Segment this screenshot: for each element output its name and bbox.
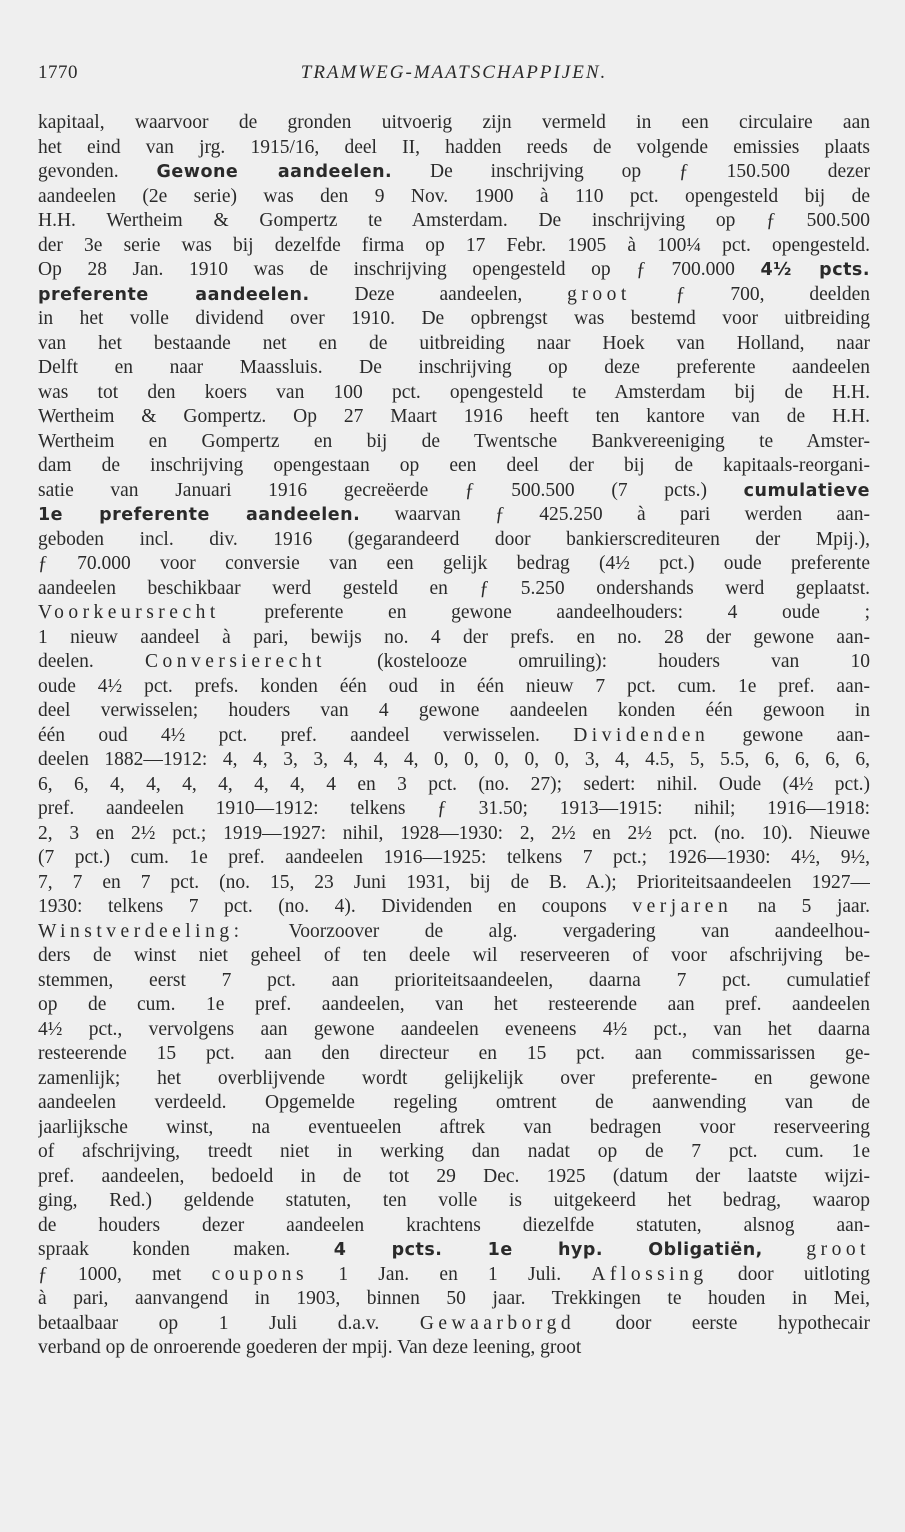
line-text: of afschrijving, treedt niet in werking dan nadat op de 7 pct. cum. 1e	[38, 1141, 870, 1162]
spaced-term-text: Aflossing	[591, 1263, 708, 1285]
line-text: (kostelooze omruiling): houders van 10	[325, 651, 870, 672]
text-line	[38, 675, 870, 700]
text-line	[38, 920, 870, 945]
text-line	[38, 136, 870, 161]
line-text: in het volle dividend over 1910. De opbrengst was bestemd voor uitbreiding	[38, 308, 870, 329]
spaced-term-text: groot	[567, 283, 631, 305]
text-line	[38, 797, 870, 822]
text-line	[38, 1140, 870, 1165]
line-text: der 3e serie was bij dezelfde firma op 17 Febr. 1905 à 100¼ pct. opengesteld.	[38, 234, 870, 256]
text-line	[38, 234, 870, 259]
text-line	[38, 552, 870, 577]
text-line	[38, 1189, 870, 1214]
line-text: was tot den koers van 100 pct. opengesteld te Amsterdam bij de H.H.	[38, 381, 870, 403]
text-line	[38, 1312, 870, 1337]
line-text: ƒ 700, deelden	[630, 283, 870, 305]
spaced-term-text: Winstverdeeling:	[38, 920, 244, 942]
line-text: dam de inschrijving opengestaan op een deel der bij de kapitaals-reorgani-	[38, 455, 870, 476]
text-line	[38, 503, 870, 528]
line-text	[763, 1239, 807, 1260]
line-text: kapitaal, waarvoor de gronden uitvoerig zijn vermeld in een circulaire aan	[38, 112, 870, 133]
line-text: H.H. Wertheim & Gompertz te Amsterdam. De inschrijving op ƒ 500.500	[38, 210, 870, 231]
text-line	[38, 479, 870, 504]
text-line	[38, 846, 870, 871]
text-line	[38, 430, 870, 455]
line-text: deelen 1882—1912: 4, 4, 3, 3, 4, 4, 4, 0, 0, 0, 0, 0, 3, 4, 4.5, 5, 5.5, 6, 6, 6, 6,	[38, 749, 870, 770]
line-text: geboden incl. div. 1916 (gegarandeerd door bankierscrediteuren der Mpij.),	[38, 528, 870, 550]
line-text: zamenlijk; het overblijvende wordt gelijkelijk over preferente- en gewone	[38, 1067, 870, 1089]
line-text: het eind van jrg. 1915/16, deel II, hadden reeds de volgende emissies plaats	[38, 136, 870, 158]
text-line	[38, 283, 870, 308]
line-text: De inschrijving op ƒ 150.500 dezer	[392, 161, 870, 182]
text-line	[38, 699, 870, 724]
text-line	[38, 626, 870, 651]
text-line	[38, 332, 870, 357]
bold-heading-text: preferente aandeelen.	[38, 284, 310, 305]
bold-heading-text: 1e preferente aandeelen.	[38, 505, 361, 525]
text-line	[38, 1067, 870, 1092]
line-text: pref. aandeelen, bedoeld in de tot 29 Dec. 1925 (datum der laatste wijzi-	[38, 1165, 870, 1187]
line-text: 1 nieuw aandeel à pari, bewijs no. 4 der prefs. en no. 28 der gewone aan-	[38, 626, 870, 648]
line-text: resteerende 15 pct. aan den directeur en 15 pct. aan commissarissen ge-	[38, 1043, 870, 1064]
spaced-term-text: Dividenden	[573, 724, 710, 746]
line-text: deel verwisselen; houders van 4 gewone aandeelen konden één gewoon in	[38, 700, 870, 721]
line-text: Op 28 Jan. 1910 was de inschrijving opengesteld op ƒ 700.000	[38, 259, 761, 280]
line-text: één oud 4½ pct. pref. aandeel verwisselen.	[38, 724, 574, 746]
text-line	[38, 748, 870, 773]
text-line	[38, 650, 870, 675]
text-line	[38, 405, 870, 430]
line-text: 4½ pct., vervolgens aan gewone aandeelen eveneens 4½ pct., van het daarna	[38, 1018, 870, 1040]
text-line	[38, 601, 870, 626]
text-line	[38, 969, 870, 994]
text-line	[38, 577, 870, 602]
text-line	[38, 111, 870, 136]
line-text: (7 pct.) cum. 1e pref. aandeelen 1916—1925: telkens 7 pct.; 1926—1930: 4½, 9½,	[38, 847, 870, 868]
text-line	[38, 944, 870, 969]
spaced-term-text: Gewaarborgd	[419, 1312, 576, 1334]
text-line	[38, 528, 870, 553]
text-line	[38, 1018, 870, 1043]
page-header	[38, 62, 870, 92]
line-text: ders de winst niet geheel of ten deele wil reserveeren of voor afschrijving be-	[38, 945, 870, 966]
line-text: gevonden.	[38, 161, 157, 182]
text-line	[38, 1165, 870, 1190]
bold-heading-text: Gewone aandeelen.	[156, 162, 393, 182]
spaced-term-text: Conversierecht	[144, 651, 326, 672]
text-line	[38, 1214, 870, 1239]
line-text: door uitloting	[707, 1263, 870, 1285]
line-text: 1 Jan. en 1 Juli.	[308, 1263, 592, 1285]
bold-heading-text: cumulatieve	[743, 480, 870, 501]
text-line	[38, 724, 870, 749]
text-line	[38, 454, 870, 479]
line-text: stemmen, eerst 7 pct. aan prioriteitsaandeelen, daarna 7 pct. cumulatief	[38, 969, 870, 991]
spaced-term-text: groot	[806, 1239, 870, 1260]
text-line	[38, 1042, 870, 1067]
line-text: Voorzoover de alg. vergadering van aandeelhou-	[243, 920, 870, 942]
text-line	[38, 1116, 870, 1141]
text-line	[38, 160, 870, 185]
text-line	[38, 895, 870, 920]
line-text: aandeelen (2e serie) was den 9 Nov. 1900 à 110 pct. opengesteld bij de	[38, 185, 870, 207]
line-text: satie van Januari 1916 gecreëerde ƒ 500.500 (7 pcts.)	[38, 479, 744, 501]
line-text: Delft en naar Maassluis. De inschrijving op deze preferente aandeelen	[38, 357, 870, 378]
body-text	[38, 111, 870, 1361]
line-text: deelen.	[38, 651, 145, 672]
line-text: 2, 3 en 2½ pct.; 1919—1927: nihil, 1928—1930: 2, 2½ en 2½ pct. (no. 10). Nieuwe	[38, 822, 870, 844]
line-text: pref. aandeelen 1910—1912: telkens ƒ 31.50; 1913—1915: nihil; 1916—1918:	[38, 798, 870, 819]
line-text: na 5 jaar.	[732, 896, 870, 917]
line-text: van het bestaande net en de uitbreiding naar Hoek van Holland, naar	[38, 332, 870, 354]
spaced-term-text: Voorkeursrecht	[38, 602, 220, 623]
line-text: Wertheim en Gompertz en bij de Twentsche Bankvereeniging te Amster-	[38, 430, 870, 452]
line-text: door eerste hypothecair	[575, 1312, 870, 1334]
spaced-term-text: coupons	[211, 1263, 309, 1285]
line-text: gewone aan-	[709, 724, 870, 746]
line-text: betaalbaar op 1 Juli d.a.v.	[38, 1312, 420, 1334]
text-line	[38, 1336, 870, 1361]
line-text: oude 4½ pct. prefs. konden één oud in één nieuw 7 pct. cum. 1e pref. aan-	[38, 675, 870, 697]
line-text: waarvan ƒ 425.250 à pari werden aan-	[360, 504, 870, 525]
text-line	[38, 993, 870, 1018]
line-text: spraak konden maken.	[38, 1239, 334, 1260]
text-line	[38, 307, 870, 332]
text-line	[38, 822, 870, 847]
text-line	[38, 185, 870, 210]
bold-heading-text: 4 pcts. 1e hyp. Obligatiën,	[333, 1240, 763, 1260]
text-line	[38, 381, 870, 406]
line-text: preferente en gewone aandeelhouders: 4 oude ;	[219, 602, 870, 623]
line-text: Wertheim & Gompertz. Op 27 Maart 1916 heeft ten kantore van de H.H.	[38, 406, 870, 427]
bold-heading-text: 4½ pcts.	[760, 260, 870, 280]
text-line	[38, 1238, 870, 1263]
line-text: op de cum. 1e pref. aandeelen, van het resteerende aan pref. aandeelen	[38, 994, 870, 1015]
text-line	[38, 773, 870, 798]
spaced-term-text: verjaren	[632, 896, 733, 917]
line-text: Deze aandeelen,	[309, 283, 568, 305]
text-line	[38, 871, 870, 896]
line-text: 7, 7 en 7 pct. (no. 15, 23 Juni 1931, bij de B. A.); Prioriteitsaandeelen 1927—	[38, 871, 870, 893]
line-text: ging, Red.) geldende statuten, ten volle is uitgekeerd het bedrag, waarop	[38, 1190, 870, 1211]
page-number: 1770	[38, 62, 78, 83]
running-title: TRAMWEG-MAATSCHAPPIJEN.	[300, 62, 608, 83]
line-text: aandeelen beschikbaar werd gesteld en ƒ 5.250 ondershands werd geplaatst.	[38, 577, 870, 599]
text-line	[38, 1091, 870, 1116]
text-line	[38, 1263, 870, 1288]
line-text: à pari, aanvangend in 1903, binnen 50 jaar. Trekkingen te houden in Mei,	[38, 1288, 870, 1309]
text-line	[38, 209, 870, 234]
text-line	[38, 1287, 870, 1312]
line-text: ƒ 70.000 voor conversie van een gelijk bedrag (4½ pct.) oude preferente	[38, 553, 870, 574]
line-text: jaarlijksche winst, na eventueelen aftrek van bedragen voor reserveering	[38, 1116, 870, 1138]
line-text: de houders dezer aandeelen krachtens diezelfde statuten, alsnog aan-	[38, 1214, 870, 1236]
line-text: 6, 6, 4, 4, 4, 4, 4, 4, 4 en 3 pct. (no. 27); sedert: nihil. Oude (4½ pct.)	[38, 773, 870, 795]
line-text: aandeelen verdeeld. Opgemelde regeling omtrent de aanwending van de	[38, 1092, 870, 1113]
text-line	[38, 258, 870, 283]
text-line	[38, 356, 870, 381]
line-text: verband op de onroerende goederen der mpij. Van deze leening, groot	[38, 1337, 582, 1358]
line-text: ƒ 1000, met	[38, 1263, 212, 1285]
line-text: 1930: telkens 7 pct. (no. 4). Dividenden en coupons	[38, 896, 633, 917]
